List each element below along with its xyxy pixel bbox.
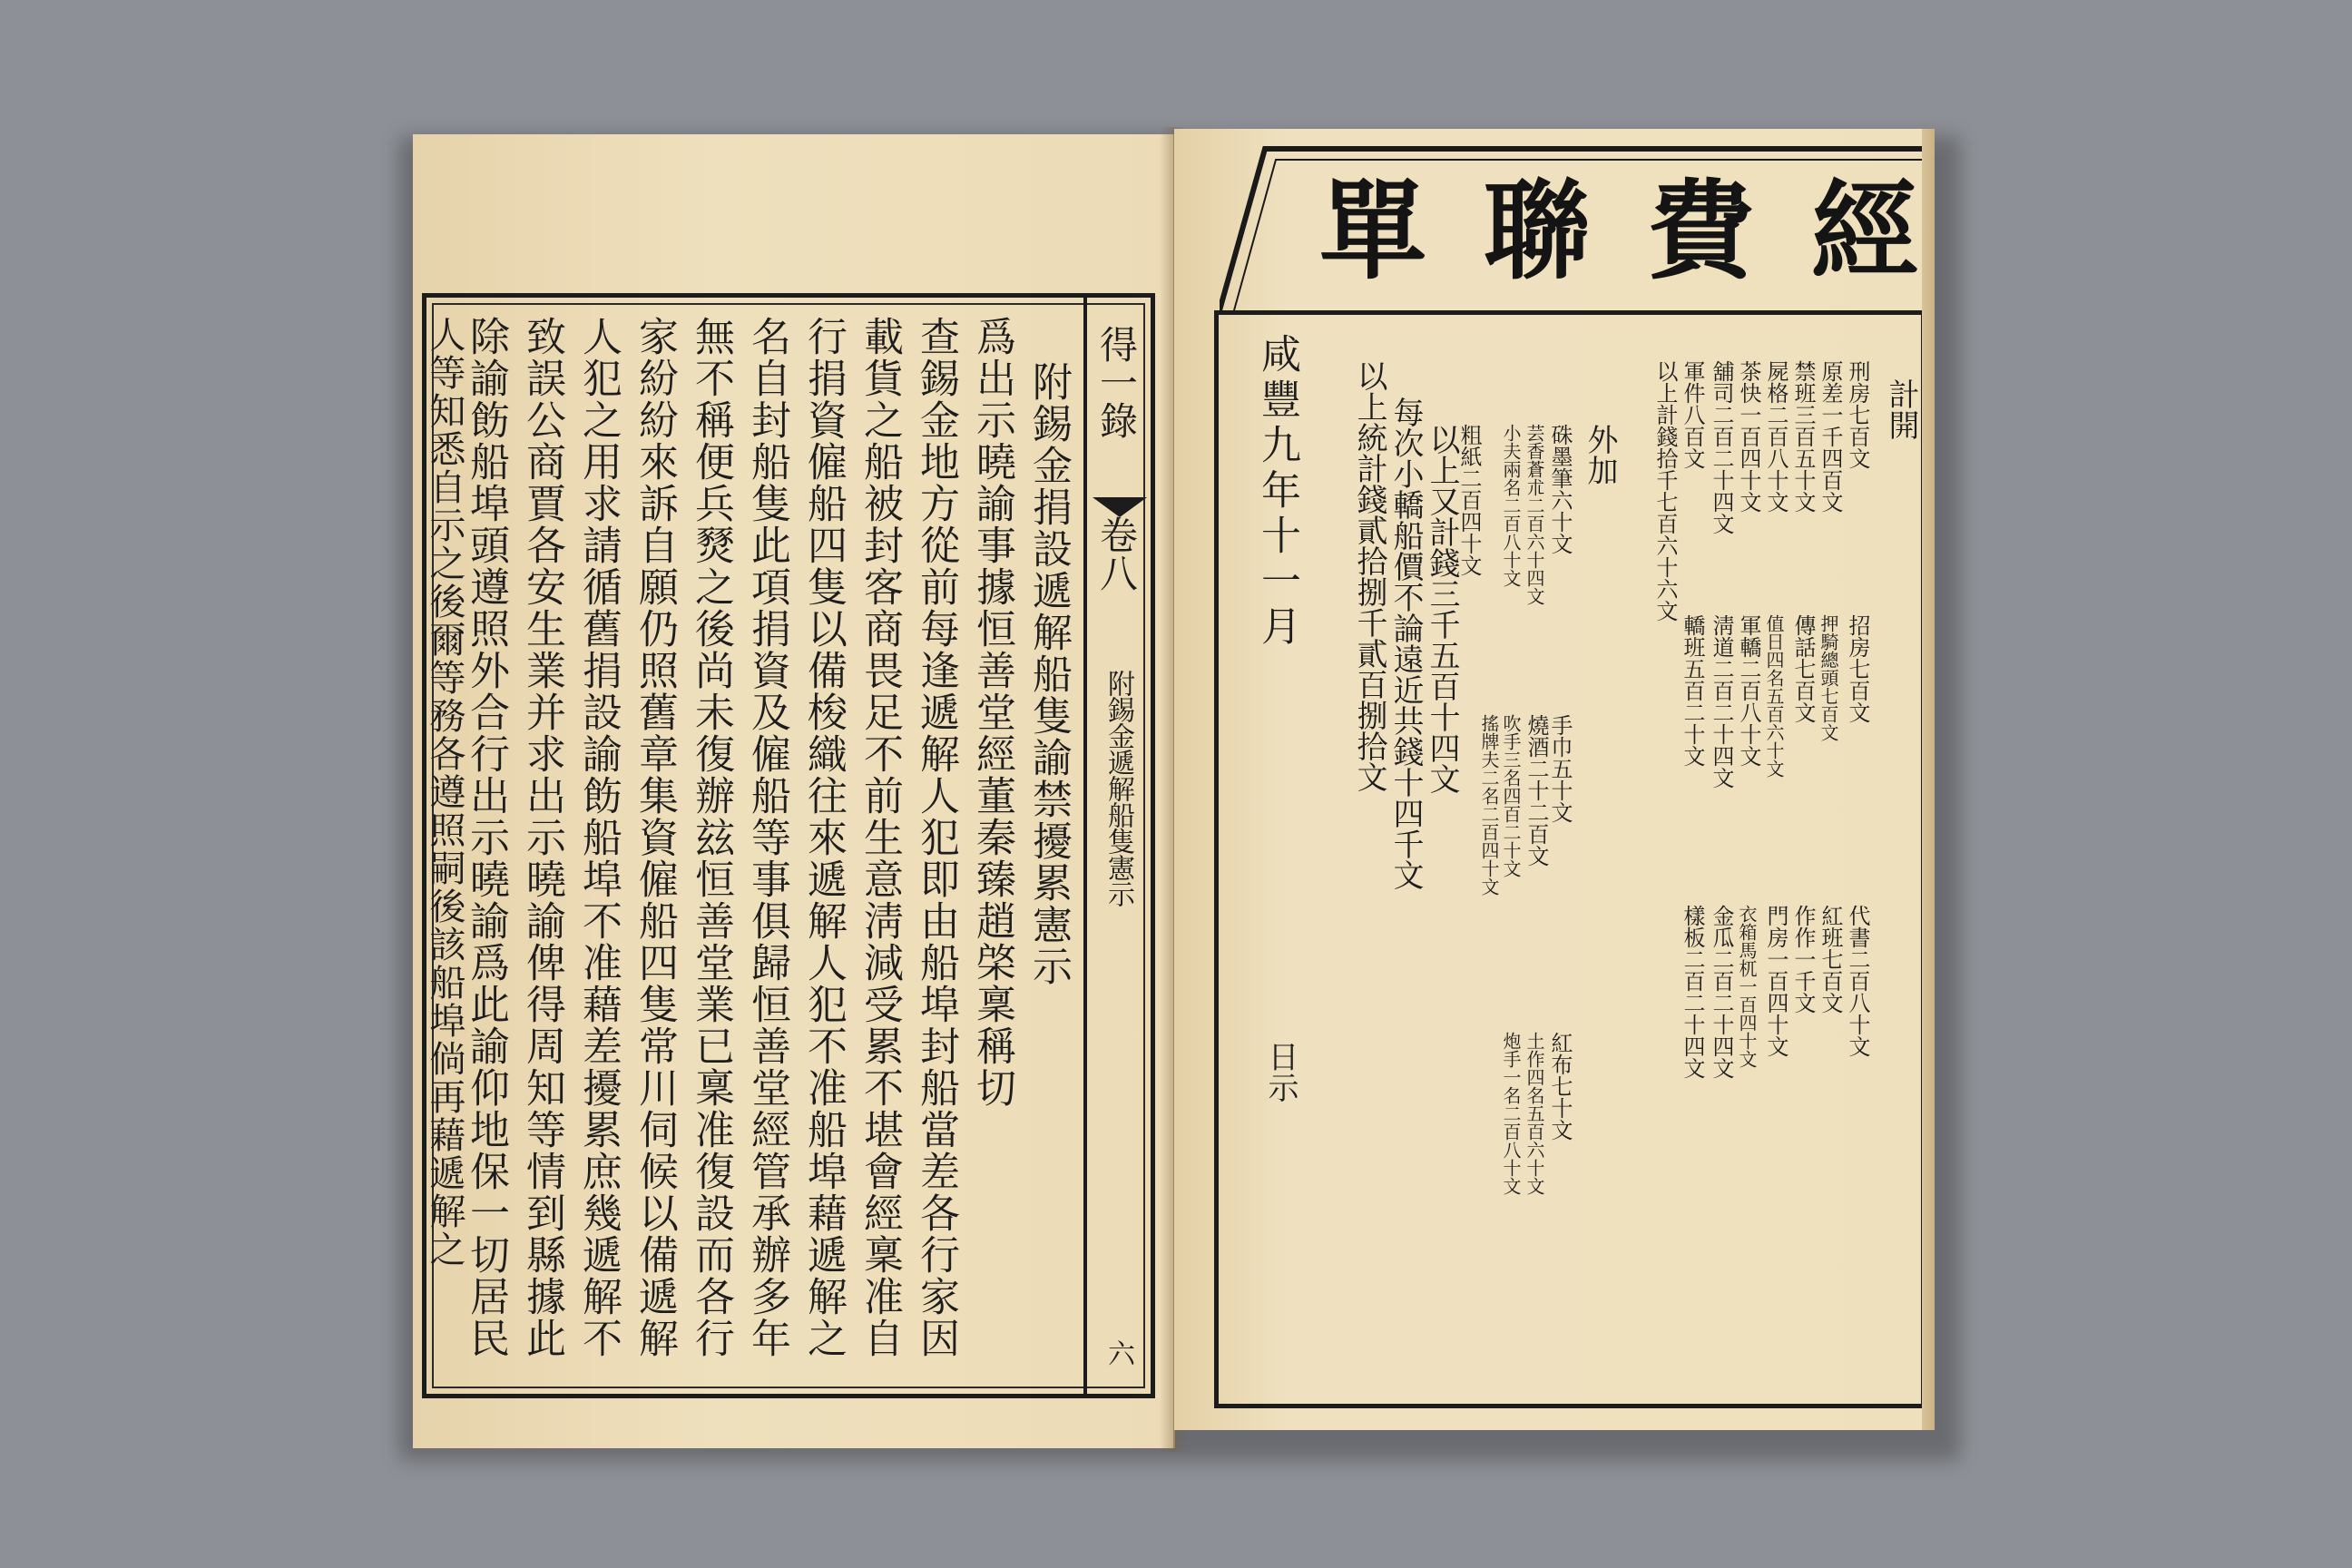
fee-item: 手巾五十文 bbox=[1547, 714, 1573, 823]
fee-item: 粗紙二百四十文 bbox=[1456, 424, 1482, 576]
text-column: 查錫金地方從前每逢遞解人犯即由船埠封船當差各行家因 bbox=[913, 316, 959, 1359]
title-char: 費 bbox=[1647, 168, 1755, 294]
fee-item: 刑房七百文 bbox=[1845, 360, 1870, 469]
right-page bbox=[1174, 129, 1935, 1430]
text-column: 除諭飭船埠頭遵照外合行出示曉諭爲此諭仰地保一切居民 bbox=[463, 316, 509, 1359]
additional-heading: 外加 bbox=[1582, 424, 1618, 485]
boat-fee-line: 每次小轎船價不論遠近共錢十四千文 bbox=[1387, 397, 1424, 890]
book-title: 得一錄 bbox=[1094, 325, 1139, 439]
text-column: 附錫金捐設遞解船隻諭禁擾累憲示 bbox=[1025, 361, 1072, 987]
fee-item: 舖司二百二十四文 bbox=[1709, 360, 1734, 534]
text-column: 爲出示曉諭事據恒善堂經董秦臻趙棨稟稱切 bbox=[969, 316, 1015, 1109]
fee-item: 土作四名五百六十文 bbox=[1524, 1032, 1545, 1195]
subtotal-line: 以上計錢拾千七百六十六文 bbox=[1652, 360, 1678, 622]
title-char: 單 bbox=[1319, 168, 1427, 294]
text-column: 人等知悉自示之後爾等務各遵照嗣後該船埠倘再藉遞解之 bbox=[424, 316, 466, 1269]
text-column: 載貨之船被封客商畏足不前生意淸減受累不堪會經稟准自 bbox=[857, 316, 903, 1359]
grand-total-line: 以上統計錢貳拾捌千貳百捌拾文 bbox=[1351, 360, 1387, 792]
text-column: 無不稱便兵燹之後尚未復辦玆恒善堂業已稟准復設而各行 bbox=[688, 316, 734, 1359]
text-column: 人犯之用求請循舊捐設諭飭船埠不准藉差擾累庶幾遞解不 bbox=[575, 316, 622, 1359]
volume-label: 卷八 bbox=[1094, 515, 1139, 592]
fee-item: 值日四名五百六十文 bbox=[1763, 614, 1785, 778]
fee-item: 硃墨筆六十文 bbox=[1547, 424, 1573, 554]
fee-item: 軍轎二百八十文 bbox=[1736, 614, 1761, 767]
list-heading: 計開 bbox=[1883, 378, 1919, 440]
title-banner bbox=[1220, 138, 1927, 310]
fee-item: 茶快一百四十文 bbox=[1736, 360, 1761, 513]
fee-item: 小夫兩名二百八十文 bbox=[1500, 424, 1522, 587]
fee-item: 原差一千四百文 bbox=[1818, 360, 1843, 513]
fold-column bbox=[1083, 298, 1151, 1394]
issue-date: 咸豐九年十一月 bbox=[1254, 333, 1300, 651]
fee-item: 炮手一名二百八十文 bbox=[1500, 1032, 1522, 1195]
fee-item: 搖牌夫二名二百四十文 bbox=[1478, 714, 1500, 896]
fee-item: 紅班七百文 bbox=[1818, 905, 1843, 1014]
fee-item: 傳話七百文 bbox=[1790, 614, 1816, 723]
fee-item: 紅布七十文 bbox=[1547, 1032, 1573, 1141]
text-column: 行捐資僱船四隻以備梭織往來遞解人犯不准船埠藉遞解之 bbox=[800, 316, 847, 1359]
subtotal-line: 以上又計錢三千五百十四文 bbox=[1424, 424, 1460, 794]
left-text-frame bbox=[422, 293, 1155, 1398]
fish-tail-mark bbox=[1093, 497, 1147, 517]
fee-item: 押騎總頭七百文 bbox=[1818, 614, 1839, 741]
fee-item: 屍格二百八十文 bbox=[1763, 360, 1788, 513]
title-char: 聯 bbox=[1483, 168, 1591, 294]
fee-list-frame bbox=[1214, 310, 1926, 1408]
fee-item: 樣板二百二十四文 bbox=[1680, 905, 1705, 1079]
section-title: 附錫金遞解船隻憲示 bbox=[1102, 670, 1134, 906]
fee-item: 淸道二百二十四文 bbox=[1709, 614, 1734, 789]
fee-item: 招房七百文 bbox=[1845, 614, 1870, 723]
fee-item: 吹手三名四百二十文 bbox=[1500, 714, 1522, 877]
document-title bbox=[1319, 168, 1918, 294]
text-column: 家紛紛來訴自願仍照舊章集資僱船四隻常川伺候以備遞解 bbox=[632, 316, 678, 1359]
date-suffix: 日示 bbox=[1262, 1041, 1298, 1102]
text-column: 名自封船隻此項捐資及僱船等事俱歸恒善堂經管承辦多年 bbox=[744, 316, 790, 1359]
page-number: 六 bbox=[1102, 1339, 1134, 1367]
fee-item: 衣箱馬杌一百四十文 bbox=[1736, 905, 1758, 1068]
left-page bbox=[413, 134, 1175, 1448]
fee-item: 燒酒二十二百文 bbox=[1524, 714, 1549, 867]
fee-item: 轎班五百二十文 bbox=[1680, 614, 1705, 767]
fee-item: 門房一百四十文 bbox=[1763, 905, 1788, 1057]
page-edge bbox=[1922, 129, 1935, 1430]
fee-item: 軍件八百文 bbox=[1680, 360, 1705, 469]
text-column: 致誤公商賈各安生業并求出示曉諭俾得周知等情到縣據此 bbox=[519, 316, 565, 1359]
fee-item: 金瓜二百二十四文 bbox=[1709, 905, 1734, 1079]
title-char: 經 bbox=[1810, 168, 1918, 294]
fee-item: 代書二百八十文 bbox=[1845, 905, 1870, 1057]
fee-item: 芸香蒼朮二百六十四文 bbox=[1524, 424, 1545, 605]
fee-item: 禁班三百五十文 bbox=[1790, 360, 1816, 513]
fee-item: 作作一千文 bbox=[1790, 905, 1816, 1014]
